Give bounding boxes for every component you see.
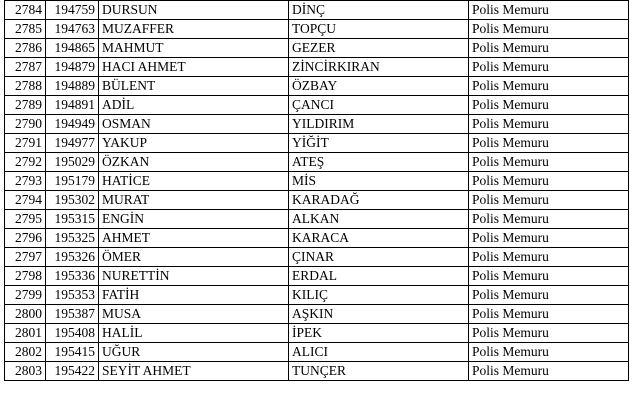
registry-number-cell: 195302 [46,191,99,210]
last-name-cell: ÖZBAY [289,77,469,96]
row-number-cell: 2802 [5,343,46,362]
position-cell: Polis Memuru [469,191,629,210]
row-number-cell: 2785 [5,20,46,39]
first-name-cell: MUSA [99,305,289,324]
first-name-cell: ÖMER [99,248,289,267]
last-name-cell: KILIÇ [289,286,469,305]
registry-number-cell: 195408 [46,324,99,343]
last-name-cell: TOPÇU [289,20,469,39]
registry-number-cell: 194949 [46,115,99,134]
row-number-cell: 2789 [5,96,46,115]
registry-number-cell: 195415 [46,343,99,362]
position-cell: Polis Memuru [469,115,629,134]
last-name-cell: YİĞİT [289,134,469,153]
position-cell: Polis Memuru [469,286,629,305]
row-number-cell: 2788 [5,77,46,96]
first-name-cell: SEYİT AHMET [99,362,289,381]
table-row [5,20,629,39]
last-name-cell: ÇINAR [289,248,469,267]
last-name-cell: İPEK [289,324,469,343]
personnel-table [4,0,629,381]
last-name-cell: ALICI [289,343,469,362]
registry-number-cell: 195353 [46,286,99,305]
table-row [5,229,629,248]
row-number-cell: 2793 [5,172,46,191]
last-name-cell: GEZER [289,39,469,58]
registry-number-cell: 194977 [46,134,99,153]
row-number-cell: 2797 [5,248,46,267]
row-number-cell: 2794 [5,191,46,210]
table-row [5,172,629,191]
table-row [5,210,629,229]
row-number-cell: 2801 [5,324,46,343]
last-name-cell: DİNÇ [289,1,469,20]
position-cell: Polis Memuru [469,77,629,96]
last-name-cell: ATEŞ [289,153,469,172]
registry-number-cell: 195315 [46,210,99,229]
table-row [5,191,629,210]
row-number-cell: 2803 [5,362,46,381]
first-name-cell: ENGİN [99,210,289,229]
first-name-cell: ÖZKAN [99,153,289,172]
position-cell: Polis Memuru [469,20,629,39]
first-name-cell: ADİL [99,96,289,115]
position-cell: Polis Memuru [469,96,629,115]
last-name-cell: ALKAN [289,210,469,229]
last-name-cell: AŞKIN [289,305,469,324]
registry-number-cell: 194879 [46,58,99,77]
table-row [5,77,629,96]
position-cell: Polis Memuru [469,343,629,362]
registry-number-cell: 195029 [46,153,99,172]
table-row [5,39,629,58]
table-row [5,286,629,305]
first-name-cell: HACI AHMET [99,58,289,77]
table-row [5,305,629,324]
last-name-cell: TUNÇER [289,362,469,381]
position-cell: Polis Memuru [469,362,629,381]
table-row [5,1,629,20]
row-number-cell: 2786 [5,39,46,58]
position-cell: Polis Memuru [469,305,629,324]
table-row [5,96,629,115]
registry-number-cell: 195179 [46,172,99,191]
table-row [5,343,629,362]
last-name-cell: YILDIRIM [289,115,469,134]
registry-number-cell: 194865 [46,39,99,58]
row-number-cell: 2795 [5,210,46,229]
last-name-cell: ERDAL [289,267,469,286]
table-row [5,248,629,267]
first-name-cell: FATİH [99,286,289,305]
position-cell: Polis Memuru [469,229,629,248]
registry-number-cell: 194763 [46,20,99,39]
row-number-cell: 2799 [5,286,46,305]
first-name-cell: BÜLENT [99,77,289,96]
position-cell: Polis Memuru [469,210,629,229]
row-number-cell: 2791 [5,134,46,153]
position-cell: Polis Memuru [469,324,629,343]
first-name-cell: NURETTİN [99,267,289,286]
last-name-cell: ZİNCİRKIRAN [289,58,469,77]
personnel-table-body [5,1,629,381]
first-name-cell: UĞUR [99,343,289,362]
table-row [5,58,629,77]
position-cell: Polis Memuru [469,248,629,267]
registry-number-cell: 195336 [46,267,99,286]
registry-number-cell: 195325 [46,229,99,248]
first-name-cell: MAHMUT [99,39,289,58]
last-name-cell: ÇANCI [289,96,469,115]
row-number-cell: 2792 [5,153,46,172]
row-number-cell: 2796 [5,229,46,248]
first-name-cell: YAKUP [99,134,289,153]
first-name-cell: MUZAFFER [99,20,289,39]
row-number-cell: 2800 [5,305,46,324]
first-name-cell: HATİCE [99,172,289,191]
position-cell: Polis Memuru [469,1,629,20]
position-cell: Polis Memuru [469,58,629,77]
registry-number-cell: 195387 [46,305,99,324]
last-name-cell: KARACA [289,229,469,248]
position-cell: Polis Memuru [469,153,629,172]
table-row [5,267,629,286]
position-cell: Polis Memuru [469,267,629,286]
row-number-cell: 2790 [5,115,46,134]
last-name-cell: KARADAĞ [289,191,469,210]
position-cell: Polis Memuru [469,172,629,191]
table-row [5,134,629,153]
row-number-cell: 2784 [5,1,46,20]
position-cell: Polis Memuru [469,39,629,58]
position-cell: Polis Memuru [469,134,629,153]
first-name-cell: OSMAN [99,115,289,134]
table-row [5,115,629,134]
registry-number-cell: 195326 [46,248,99,267]
first-name-cell: DURSUN [99,1,289,20]
row-number-cell: 2798 [5,267,46,286]
table-row [5,362,629,381]
table-row [5,153,629,172]
registry-number-cell: 194891 [46,96,99,115]
registry-number-cell: 194759 [46,1,99,20]
first-name-cell: HALİL [99,324,289,343]
registry-number-cell: 195422 [46,362,99,381]
first-name-cell: MURAT [99,191,289,210]
last-name-cell: MİS [289,172,469,191]
registry-number-cell: 194889 [46,77,99,96]
row-number-cell: 2787 [5,58,46,77]
first-name-cell: AHMET [99,229,289,248]
table-row [5,324,629,343]
